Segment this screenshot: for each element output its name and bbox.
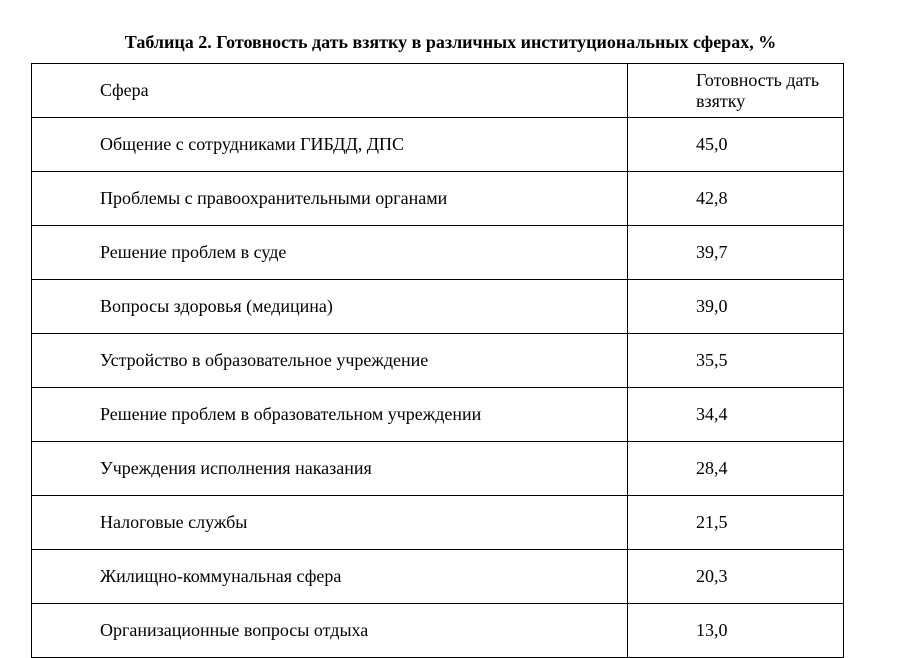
cell-sphere: Вопросы здоровья (медицина): [32, 280, 628, 334]
data-table: [31, 63, 844, 658]
cell-sphere: Общение с сотрудниками ГИБДД, ДПС: [32, 118, 628, 172]
header-readiness: Готовность дать взятку: [628, 64, 844, 118]
table-row: [32, 226, 844, 280]
table-row: [32, 118, 844, 172]
table-header-row: [32, 64, 844, 118]
cell-sphere: Учреждения исполнения наказания: [32, 442, 628, 496]
cell-sphere: Устройство в образовательное учреждение: [32, 334, 628, 388]
cell-value: 34,4: [628, 388, 844, 442]
cell-value: 20,3: [628, 550, 844, 604]
cell-sphere: Организационные вопросы отдыха: [32, 604, 628, 658]
cell-value: 42,8: [628, 172, 844, 226]
table-row: [32, 334, 844, 388]
table-row: [32, 388, 844, 442]
cell-value: 35,5: [628, 334, 844, 388]
table-row: [32, 280, 844, 334]
cell-sphere: Жилищно-коммунальная сфера: [32, 550, 628, 604]
table-row: [32, 442, 844, 496]
cell-value: 39,7: [628, 226, 844, 280]
cell-sphere: Налоговые службы: [32, 496, 628, 550]
cell-value: 13,0: [628, 604, 844, 658]
cell-value: 39,0: [628, 280, 844, 334]
cell-sphere: Проблемы с правоохранительными органами: [32, 172, 628, 226]
table-row: [32, 550, 844, 604]
cell-sphere: Решение проблем в образовательном учреждении: [32, 388, 628, 442]
cell-sphere: Решение проблем в суде: [32, 226, 628, 280]
cell-value: 45,0: [628, 118, 844, 172]
header-sphere: Сфера: [32, 64, 628, 118]
table-caption: Таблица 2. Готовность дать взятку в различных институциональных сферах, %: [124, 32, 777, 52]
table-row: [32, 172, 844, 226]
table-row: [32, 604, 844, 658]
cell-value: 21,5: [628, 496, 844, 550]
table-row: [32, 496, 844, 550]
cell-value: 28,4: [628, 442, 844, 496]
